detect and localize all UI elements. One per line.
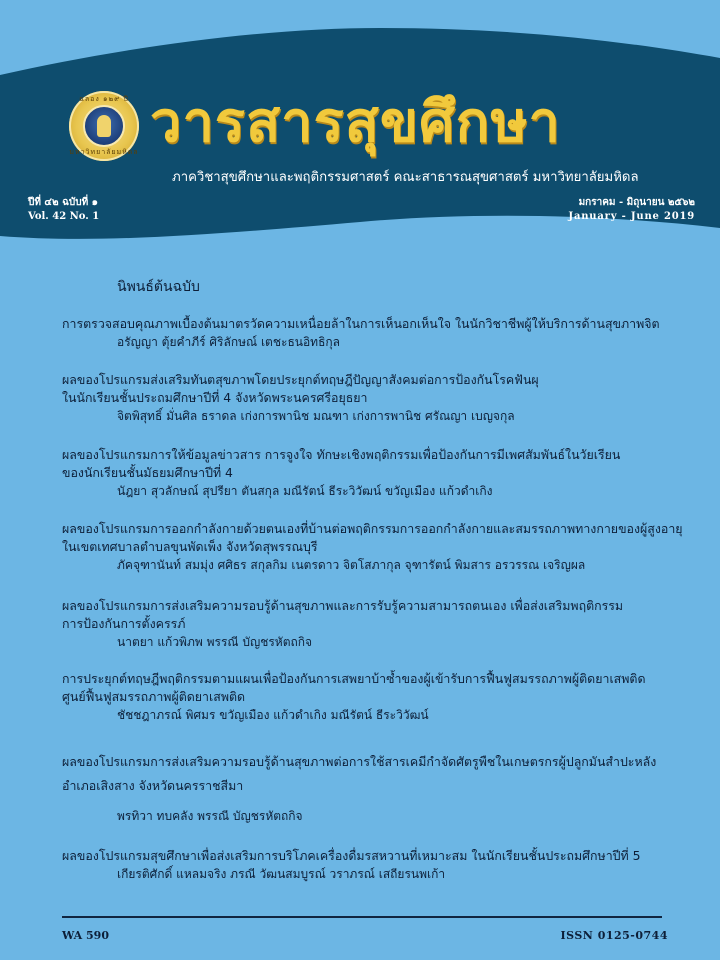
article-entry[interactable] [0, 597, 720, 651]
article-title: ผลของโปรแกรมการส่งเสริมความรอบรู้ด้านสุขภาพต่อการใช้สารเคมีกำจัดศัตรูพืชในเกษตรกรผู้ปลูกมันสำปะหลัง [62, 754, 657, 769]
article-title: ในนักเรียนชั้นประถมศึกษาปีที่ 4 จังหวัดพระนครศรีอยุธยา [62, 390, 368, 405]
article-title: ของนักเรียนชั้นมัธยมศึกษาปีที่ 4 [62, 465, 233, 480]
seal-emblem [83, 105, 125, 147]
article-authors: ภัคจุฑานันท์ สมมุ่ง ศศิธร สกุลกิม เนตรดาว จิตโสภากุล จุฑารัตน์ พิมสาร อรวรรณ เจริญผล [117, 558, 586, 572]
article-authors: ชัชชฎาภรณ์ พิศมร ขวัญเมือง แก้วดำเกิง มณีรัตน์ ธีระวิวัฒน์ [117, 708, 429, 722]
article-entry[interactable] [0, 847, 720, 883]
article-title: ผลของโปรแกรมการส่งเสริมความรอบรู้ด้านสุขภาพและการรับรู้ความสามารถตนเอง เพื่อส่งเสริมพฤติกรรม [62, 598, 624, 613]
article-title: การป้องกันการตั้งครรภ์ [62, 616, 186, 631]
article-authors: เกียรติศักดิ์ แหลมจริง ภรณี วัฒนสมบูรณ์ วราภรณ์ เสถียรนพเก้า [117, 867, 446, 881]
issn-number: ISSN 0125-0744 [560, 929, 668, 942]
article-authors: นัฎยา สุวลักษณ์ สุปรียา ตันสกุล มณีรัตน์ ธีระวิวัฒน์ ขวัญเมือง แก้วดำเกิง [117, 484, 493, 498]
article-entry[interactable] [0, 315, 720, 351]
journal-subtitle: ภาควิชาสุขศึกษาและพฤติกรรมศาสตร์ คณะสาธารณสุขศาสตร์ มหาวิทยาลัยมหิดล [172, 170, 639, 185]
seal-top-text: ฉลอง ๑๒๙ ปี [79, 95, 129, 103]
article-title: การประยุกต์ทฤษฎีพฤติกรรมตามแผนเพื่อป้องกันการเสพยาบ้าซ้ำของผู้เข้ารับการฟื้นฟูสมรรถภาพผู้ติดยาเสพติด [62, 671, 646, 686]
article-entry[interactable] [0, 371, 720, 425]
article-authors: นาตยา แก้วพิภพ พรรณี บัญชรหัตถกิจ [117, 635, 313, 649]
call-number: WA 590 [62, 929, 109, 942]
article-authors: จิตพิสุทธิ์ มั่นศิล ธราดล เก่งการพานิช มณฑา เก่งการพานิช ศรัณญา เบญจกุล [117, 409, 515, 423]
article-title: ผลของโปรแกรมการให้ข้อมูลข่าวสาร การจูงใจ ทักษะเชิงพฤติกรรมเพื่อป้องกันการมีเพศสัมพันธ์ในวัยเรียน [62, 447, 621, 462]
article-entry[interactable] [0, 670, 720, 724]
article-entry[interactable] [0, 520, 720, 574]
article-title: อำเภอเสิงสาง จังหวัดนครราชสีมา [62, 778, 244, 793]
issue-volume-english: Vol. 42 No. 1 [28, 211, 100, 222]
article-authors: อรัญญา ตุ้ยคำภีร์ ศิริลักษณ์ เตชะธนอิทธิกุล [117, 335, 341, 349]
issue-date-thai: มกราคม - มิถุนายน ๒๕๖๒ [578, 197, 695, 208]
article-entry[interactable] [0, 446, 720, 500]
issue-volume-thai: ปีที่ ๔๒ ฉบับที่ ๑ [28, 197, 98, 208]
article-title: ในเขตเทศบาลตำบลขุนพัดเพ็ง จังหวัดสุพรรณบุรี [62, 539, 318, 554]
article-title: การตรวจสอบคุณภาพเบื้องต้นมาตรวัดความเหนื่อยล้าในการเห็นอกเห็นใจ ในนักวิชาชีพผู้ให้บริการด้านสุขภาพจิต [62, 316, 660, 331]
issue-date-english: January - June 2019 [568, 211, 695, 222]
article-title: ผลของโปรแกรมการออกกำลังกายด้วยตนเองที่บ้านต่อพฤติกรรมการออกกำลังกายและสมรรถภาพทางกายของผู้สูงอายุ [62, 521, 683, 536]
footer-divider [62, 916, 662, 918]
university-seal-icon [69, 91, 139, 161]
seal-bottom-text: มหาวิทยาลัยมหิดล [69, 148, 139, 156]
article-title: ผลของโปรแกรมส่งเสริมทันตสุขภาพโดยประยุกต์ทฤษฎีปัญญาสังคมต่อการป้องกันโรคฟันผุ [62, 372, 539, 387]
article-authors: พรทิวา ทบคลัง พรรณี บัญชรหัตถกิจ [117, 809, 303, 823]
article-title: ผลของโปรแกรมสุขศึกษาเพื่อส่งเสริมการบริโภคเครื่องดื่มรสหวานที่เหมาะสม ในนักเรียนชั้นประถมศึกษาปีที่ 5 [62, 848, 641, 863]
journal-title: วารสารสุขศึกษา [150, 90, 561, 155]
section-heading: นิพนธ์ต้นฉบับ [117, 279, 200, 295]
article-entry[interactable] [0, 753, 720, 825]
article-title: ศูนย์ฟื้นฟูสมรรถภาพผู้ติดยาเสพติด [62, 689, 246, 704]
